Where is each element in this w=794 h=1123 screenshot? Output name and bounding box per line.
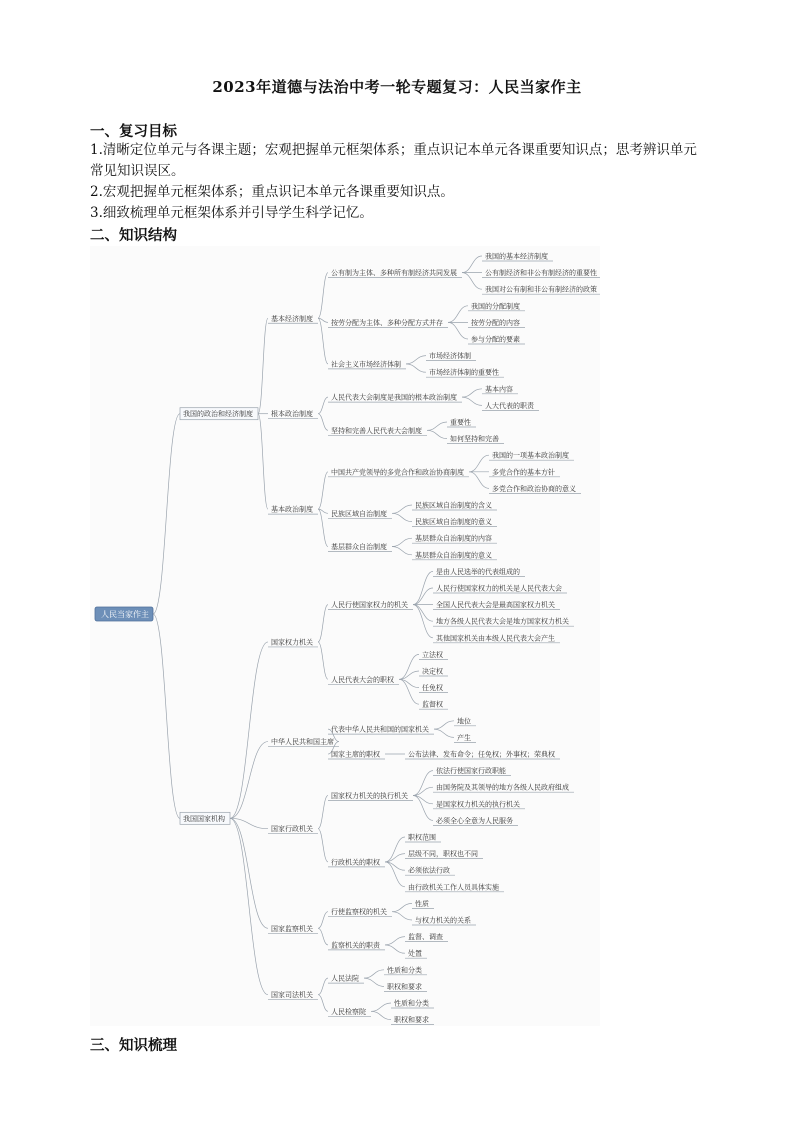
mindmap-node xyxy=(433,783,574,793)
mindmap-link xyxy=(413,605,433,638)
mindmap-node xyxy=(328,426,427,436)
mindmap-link xyxy=(364,978,384,986)
mindmap-node xyxy=(391,1015,434,1025)
mindmap-node xyxy=(412,916,476,926)
mindmap-link xyxy=(230,818,268,928)
mindmap-node xyxy=(328,907,392,917)
mindmap-node xyxy=(419,700,448,710)
mindmap-node-label: 我国的基本经济制度 xyxy=(485,252,548,261)
mindmap-node-label: 公有制经济和非公有制经济的重要性 xyxy=(485,269,597,278)
mindmap-node xyxy=(419,650,448,660)
mindmap-node xyxy=(328,318,448,328)
mindmap-node xyxy=(433,584,567,594)
mindmap-node xyxy=(433,567,525,577)
mindmap-node xyxy=(482,401,539,411)
mindmap-link xyxy=(462,256,482,273)
mindmap-node xyxy=(328,675,399,685)
mindmap-link xyxy=(153,414,180,614)
mindmap-node xyxy=(268,637,318,647)
mindmap-node xyxy=(384,982,427,992)
mindmap-node xyxy=(328,542,392,552)
mindmap-branch-label: 我国国家机构 xyxy=(183,814,225,823)
mindmap-link xyxy=(406,364,426,372)
mindmap-node-label: 行政机关的职权 xyxy=(331,858,380,867)
mindmap-node-label: 产生 xyxy=(457,733,471,742)
mindmap-node xyxy=(328,1007,371,1017)
mindmap-node-label: 按劳分配的内容 xyxy=(471,318,520,327)
mindmap-node-label: 多党合作和政治协商的意义 xyxy=(492,484,576,493)
mindmap-node xyxy=(328,750,385,760)
mindmap-link xyxy=(371,1003,391,1011)
mindmap-node-label: 基本经济制度 xyxy=(271,314,313,323)
mindmap-link xyxy=(427,422,447,430)
mindmap-node-label: 职权范围 xyxy=(408,833,436,842)
mindmap-root-node xyxy=(95,607,153,621)
mindmap-node-label: 坚持和完善人民代表大会制度 xyxy=(331,426,422,435)
mindmap-link xyxy=(318,605,328,642)
mindmap-node-label: 基层群众自治制度的内容 xyxy=(415,534,492,543)
mindmap-node xyxy=(482,285,600,295)
mindmap-node-label: 市场经济体制的重要性 xyxy=(429,368,499,377)
mindmap-node-label: 国家主席的职权 xyxy=(331,750,380,759)
mindmap-node xyxy=(268,824,318,834)
mindmap-node-label: 国家监察机关 xyxy=(271,924,313,933)
mindmap-link xyxy=(258,414,268,509)
mindmap-node-label: 国家权力机关的执行机关 xyxy=(331,792,408,800)
mindmap-node xyxy=(391,999,434,1009)
mindmap-link xyxy=(318,928,328,945)
mindmap-node-label: 层级不同，职权也不同 xyxy=(408,850,478,859)
mindmap-node-label: 职权和要求 xyxy=(394,1016,429,1025)
mindmap-branch-label: 我国的政治和经济制度 xyxy=(183,410,253,419)
mindmap-link xyxy=(230,642,268,818)
mindmap-link xyxy=(371,1011,391,1019)
mindmap-node xyxy=(482,384,518,394)
mindmap-node xyxy=(412,550,497,560)
mindmap-node-label: 全国人民代表大会是最高国家权力机关 xyxy=(436,601,555,610)
mindmap-link xyxy=(469,455,489,472)
mindmap-node xyxy=(447,434,504,444)
mindmap-node xyxy=(328,791,413,801)
mindmap-node-label: 人民检察院 xyxy=(331,1007,366,1016)
mindmap-node xyxy=(268,505,318,515)
mindmap-node-label: 与权力机关的关系 xyxy=(415,916,471,925)
mindmap-link xyxy=(318,318,328,364)
mindmap-node xyxy=(468,301,525,311)
mindmap-node xyxy=(328,600,413,610)
mindmap-link xyxy=(392,538,412,546)
mindmap-node xyxy=(268,314,318,324)
mindmap-link xyxy=(318,978,328,995)
mindmap-link xyxy=(392,505,412,513)
mindmap-link xyxy=(318,273,328,319)
mindmap-link xyxy=(392,513,412,521)
mindmap-root-label: 人民当家作主 xyxy=(101,610,149,619)
mindmap-link xyxy=(230,818,268,994)
mindmap-link xyxy=(318,642,328,679)
mindmap-link xyxy=(427,430,447,438)
mindmap-link xyxy=(413,588,433,605)
goal-item-3: 3.细致梳理单元框架体系并引导学生科学记忆。 xyxy=(90,205,373,221)
mindmap-node-label: 民族区域自治制度的意义 xyxy=(415,518,492,527)
mindmap-node xyxy=(328,857,385,867)
mindmap-link xyxy=(392,903,412,911)
mindmap-node xyxy=(328,467,469,477)
mindmap-link xyxy=(469,472,489,489)
mindmap-node-label: 参与分配的要素 xyxy=(471,335,520,344)
mindmap-link xyxy=(462,273,482,290)
mindmap-node-label: 监督权 xyxy=(422,700,443,709)
mindmap-link xyxy=(413,571,433,604)
section-heading-structure: 二、知识结构 xyxy=(90,227,177,244)
mindmap-link xyxy=(318,995,328,1012)
mindmap-node-label: 基层群众自治制度 xyxy=(331,543,387,551)
mindmap-node-label: 如何坚持和完善 xyxy=(450,435,499,444)
mindmap-node xyxy=(433,816,518,826)
mindmap-link xyxy=(318,829,328,862)
goal-item-1: 1.清晰定位单元与各课主题；宏观把握单元框架体系；重点识记本单元各课重要知识点；思考辨识单元常见知识误区。 xyxy=(90,142,697,179)
mindmap-node-label: 多党合作的基本方针 xyxy=(492,468,555,477)
mindmap-link xyxy=(318,472,328,509)
goal-item-2: 2.宏观把握单元框架体系；重点识记本单元各课重要知识点。 xyxy=(90,184,454,200)
mindmap-node xyxy=(412,501,497,511)
mindmap-node-label: 按劳分配为主体、多种分配方式并存 xyxy=(331,318,443,327)
mindmap-node-label: 重要性 xyxy=(450,418,471,427)
mindmap-link xyxy=(230,818,268,828)
mindmap-node-label: 人民行使国家权力的机关 xyxy=(331,601,408,610)
mindmap-link xyxy=(318,796,328,829)
page-title: 2023年道德与法治中考一轮专题复习：人民当家作主 xyxy=(212,78,582,96)
mindmap-node xyxy=(405,750,560,760)
mindmap-node xyxy=(433,766,511,776)
mindmap-node-label: 立法权 xyxy=(422,650,443,659)
mindmap-node-label: 是国家权力机关的执行机关 xyxy=(436,800,520,809)
mindmap-link xyxy=(153,614,180,818)
mindmap-node-label: 基本内容 xyxy=(485,385,513,394)
mindmap-node-label: 国家行政机关 xyxy=(271,825,313,834)
mindmap-node xyxy=(454,716,476,726)
mindmap-node xyxy=(489,484,581,494)
mindmap-link xyxy=(385,945,405,953)
mindmap-node-label: 性质和分类 xyxy=(394,999,429,1008)
mindmap-node-label: 性质和分类 xyxy=(387,966,422,975)
mindmap-link xyxy=(462,397,482,405)
mindmap-node-label: 处置 xyxy=(408,949,422,958)
mindmap-node-label: 必须全心全意为人民服务 xyxy=(436,816,513,825)
mindmap-node-label: 人民代表大会制度是我国的根本政治制度 xyxy=(331,393,457,402)
mindmap-node xyxy=(433,799,525,809)
mindmap-node-label: 国家司法机关 xyxy=(271,991,313,1000)
mindmap-node xyxy=(454,733,476,743)
knowledge-structure-mindmap xyxy=(90,246,600,1026)
mindmap-node xyxy=(419,683,448,693)
mindmap-node xyxy=(384,965,427,975)
mindmap-node xyxy=(468,318,525,328)
mindmap-node xyxy=(482,268,600,278)
mindmap-link xyxy=(413,605,433,622)
section-heading-review: 三、知识梳理 xyxy=(90,1037,177,1054)
mindmap-node-label: 职权和要求 xyxy=(387,982,422,991)
mindmap-node-label: 人民法院 xyxy=(331,974,359,983)
mindmap-node-label: 地方各级人民代表大会是地方国家权力机关 xyxy=(436,617,569,626)
mindmap-node xyxy=(412,534,497,544)
mindmap-node xyxy=(489,467,560,477)
mindmap-node-label: 依法行使国家行政职能 xyxy=(436,767,506,776)
mindmap-link xyxy=(392,912,412,920)
mindmap-node xyxy=(405,949,427,959)
mindmap-link xyxy=(448,306,468,323)
mindmap-link xyxy=(318,509,328,546)
mindmap-node xyxy=(328,268,462,278)
mindmap-link xyxy=(406,356,426,364)
mindmap-node-label: 公有制为主体、多种所有制经济共同发展 xyxy=(331,269,457,278)
mindmap-link xyxy=(230,742,268,819)
mindmap-node-label: 监督、调查 xyxy=(408,933,443,942)
mindmap-node-label: 社会主义市场经济体制 xyxy=(331,360,401,369)
mindmap-node-label: 中华人民共和国主席 xyxy=(271,738,334,747)
mindmap-node-label: 必须依法行政 xyxy=(408,866,450,875)
mindmap-link xyxy=(258,318,268,413)
mindmap-node xyxy=(180,408,258,420)
mindmap-node-label: 基本政治制度 xyxy=(271,505,313,514)
mindmap-node-label: 民族区域自治制度 xyxy=(331,509,387,518)
mindmap-node xyxy=(405,833,441,843)
mindmap-link xyxy=(318,397,328,414)
mindmap-node xyxy=(405,932,448,942)
mindmap-node xyxy=(328,974,364,984)
mindmap-node xyxy=(405,849,483,859)
mindmap-node xyxy=(405,866,455,876)
mindmap-node-label: 市场经济体制 xyxy=(429,352,471,361)
mindmap-node-label: 中国共产党领导的多党合作和政治协商制度 xyxy=(331,468,464,477)
mindmap-node-label: 我国的分配制度 xyxy=(471,302,520,311)
mindmap-node xyxy=(412,517,497,527)
mindmap-node xyxy=(405,882,504,892)
mindmap-node xyxy=(468,335,525,345)
mindmap-node xyxy=(447,418,476,428)
mindmap-node-label: 监察机关的职责 xyxy=(331,941,380,950)
mindmap-link xyxy=(462,389,482,397)
mindmap-node xyxy=(180,812,230,824)
mindmap-node-label: 是由人民选举的代表组成的 xyxy=(436,567,520,576)
section-heading-goals: 一、复习目标 xyxy=(90,123,177,140)
mindmap-node-label: 我国对公有制和非公有制经济的政策 xyxy=(485,285,597,294)
mindmap-node xyxy=(328,359,406,369)
mindmap-node-label: 行使监察权的机关 xyxy=(331,908,387,917)
mindmap-link xyxy=(385,937,405,945)
mindmap-node-label: 人民行使国家权力的机关是人民代表大会 xyxy=(436,584,562,593)
mindmap-link xyxy=(318,414,328,431)
mindmap-node xyxy=(268,990,318,1000)
mindmap-node xyxy=(433,600,560,610)
mindmap-node-label: 由行政机关工作人员具体实施 xyxy=(408,883,499,892)
mindmap-node-label: 任免权 xyxy=(422,684,443,693)
mindmap-link xyxy=(434,721,454,729)
mindmap-node-label: 民族区域自治制度的含义 xyxy=(415,501,492,510)
mindmap-node-label: 人大代表的职责 xyxy=(485,401,534,410)
mindmap-node-label: 我国的一项基本政治制度 xyxy=(492,451,569,460)
mindmap-node xyxy=(419,667,448,677)
mindmap-link xyxy=(434,729,454,737)
mindmap-node xyxy=(489,451,574,461)
mindmap-node xyxy=(433,617,574,627)
mindmap-node xyxy=(268,924,318,934)
mindmap-link xyxy=(364,970,384,978)
mindmap-node xyxy=(426,368,504,378)
mindmap-node xyxy=(412,899,434,909)
mindmap-node-label: 其他国家机关由本级人民代表大会产生 xyxy=(436,634,555,643)
mindmap-node-label: 公布法律、发布命令；任免权；外事权；荣典权 xyxy=(408,750,555,759)
mindmap-node xyxy=(433,633,560,643)
mindmap-node-label: 基层群众自治制度的意义 xyxy=(415,551,492,560)
mindmap-node-label: 性质 xyxy=(415,899,429,908)
mindmap-node-label: 决定权 xyxy=(422,667,443,676)
mindmap-node xyxy=(328,940,385,950)
mindmap-node xyxy=(482,252,553,262)
mindmap-node-label: 代表中华人民共和国的国家机关 xyxy=(331,725,429,734)
mindmap-node-label: 地位 xyxy=(457,717,471,726)
mindmap-link xyxy=(392,547,412,555)
mindmap-link xyxy=(318,912,328,929)
mindmap-node-label: 根本政治制度 xyxy=(271,410,313,419)
mindmap-node xyxy=(268,737,339,747)
mindmap-node-label: 人民代表大会的职权 xyxy=(331,675,394,684)
mindmap-node-label: 由国务院及其领导的地方各级人民政府组成 xyxy=(436,783,569,792)
mindmap-node xyxy=(268,409,318,419)
mindmap-node xyxy=(328,509,392,519)
mindmap-node xyxy=(426,351,476,361)
mindmap-node-label: 国家权力机关 xyxy=(271,638,313,647)
mindmap-node xyxy=(328,393,462,403)
mindmap-link xyxy=(448,322,468,339)
mindmap-node xyxy=(328,725,434,735)
